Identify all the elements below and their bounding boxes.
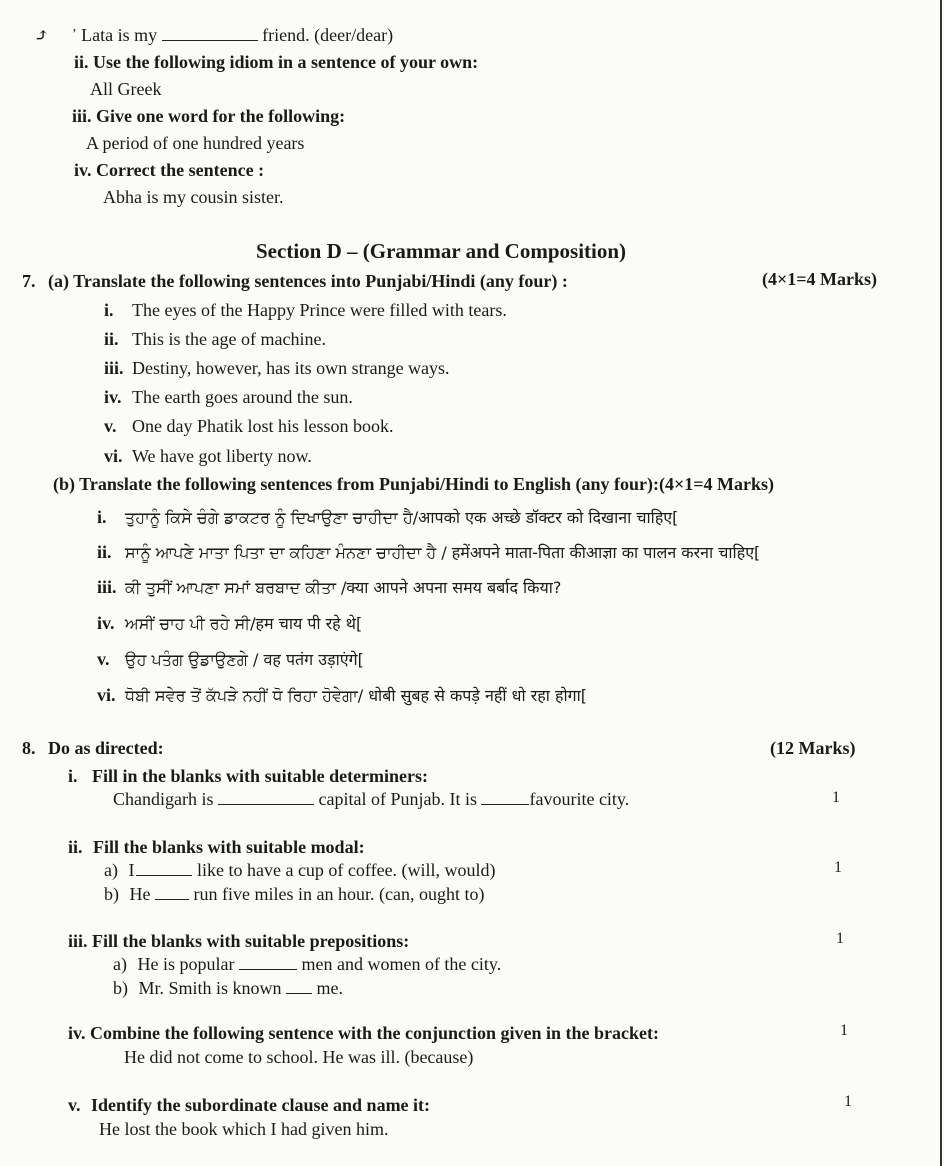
blank xyxy=(218,790,314,805)
question-text: Correct the sentence : xyxy=(96,160,265,180)
item-label: a) xyxy=(104,860,118,880)
q7b-item xyxy=(97,612,362,636)
item-label: b) xyxy=(104,884,119,904)
item-label: a) xyxy=(113,954,127,974)
sentence-part: I xyxy=(128,860,135,880)
question-number: iv. xyxy=(74,160,92,180)
question-ii xyxy=(74,51,478,73)
blank-pre-text: Lata is my xyxy=(81,25,158,45)
question-text: Use the following idiom in a sentence of your own: xyxy=(93,52,479,72)
page-edge-rule xyxy=(940,0,942,1166)
item-text: The eyes of the Happy Prince were filled with tears. xyxy=(132,300,507,320)
preposition-b xyxy=(113,977,343,999)
blank xyxy=(155,885,189,900)
clause-sentence: He lost the book which I had given him. xyxy=(99,1119,389,1139)
q7a-item xyxy=(104,386,353,408)
question-text: Combine the following sentence with the conjunction given in the bracket: xyxy=(90,1023,659,1043)
q7a-item xyxy=(104,328,326,350)
phrase-text: A period of one hundred years xyxy=(86,133,305,153)
q8-text: Do as directed: xyxy=(48,738,164,758)
item-text: ਅਸੀਂ ਚਾਹ ਪੀ ਰਹੇ ਸੀ/हम चाय पी रहे थे[ xyxy=(125,614,363,633)
q7b-item xyxy=(97,648,364,672)
sentence-part: Mr. Smith is known xyxy=(138,978,282,998)
q8-iv xyxy=(68,1022,659,1044)
question-number: v. xyxy=(68,1095,81,1115)
item-text: One day Phatik lost his lesson book. xyxy=(132,416,394,436)
item-text: We have got liberty now. xyxy=(132,446,312,466)
item-number: iv. xyxy=(104,387,122,407)
q7a-item xyxy=(104,299,507,321)
item-number: vi. xyxy=(97,685,116,705)
item-number: ii. xyxy=(97,542,112,562)
question-iv xyxy=(74,159,264,181)
item-text: The earth goes around the sun. xyxy=(132,387,353,407)
mark-value: 1 xyxy=(840,1022,848,1039)
item-number: ii. xyxy=(104,329,119,349)
question-text: Identify the subordinate clause and name it: xyxy=(91,1095,431,1115)
sentence-part: capital of Punjab. It is xyxy=(318,789,477,809)
item-text: This is the age of machine. xyxy=(132,329,326,349)
q7b-item xyxy=(97,506,678,530)
question-number: ii. xyxy=(68,837,83,857)
q8-ii xyxy=(68,836,365,858)
q8-heading xyxy=(22,737,164,759)
item-number: v. xyxy=(104,416,117,436)
q7a-item xyxy=(104,445,312,467)
question-number: 7. xyxy=(22,271,36,291)
blank-post-text: friend. (deer/dear) xyxy=(262,25,394,45)
blank xyxy=(239,955,297,970)
sentence-part: favourite city. xyxy=(529,789,630,809)
q8-i xyxy=(68,765,428,787)
item-number: v. xyxy=(97,649,110,669)
question-iii xyxy=(72,105,345,127)
q7b-item xyxy=(97,684,587,708)
q8-iii xyxy=(68,930,409,952)
question-number: ii. xyxy=(74,52,89,72)
question-text: Give one word for the following: xyxy=(96,106,346,126)
item-text: Destiny, however, has its own strange ways. xyxy=(132,358,450,378)
item-label: b) xyxy=(113,978,128,998)
sentence-part: He is popular xyxy=(137,954,235,974)
preposition-a xyxy=(113,953,501,975)
sentence-part: men and women of the city. xyxy=(301,954,502,974)
item-number: i. xyxy=(104,300,114,320)
q7a-item xyxy=(104,415,394,437)
question-text: Fill the blanks with suitable modal: xyxy=(93,837,365,857)
scribble-mark: ⤴ xyxy=(34,25,50,45)
modal-b xyxy=(104,883,484,905)
blank xyxy=(481,790,529,805)
q7b-text: (b) Translate the following sentences from Punjabi/Hindi to English (any four):(4×1=4 Marks) xyxy=(53,474,775,494)
q7a-text: (a) Translate the following sentences into Punjabi/Hindi (any four) : xyxy=(48,271,568,291)
item-number: iii. xyxy=(104,358,124,378)
sentence-part: He xyxy=(129,884,151,904)
item-text: ਕੀ ਤੁਸੀਂ ਆਪਣਾ ਸਮਾਂ ਬਰਬਾਦ ਕੀਤਾ /क्या आपने अपना समय बर्बाद किया? xyxy=(125,578,562,597)
blank xyxy=(286,979,312,994)
idiom-text: All Greek xyxy=(90,79,162,99)
mark-value: 1 xyxy=(834,859,842,876)
sentence-part: Chandigarh is xyxy=(113,789,214,809)
question-text: Fill in the blanks with suitable determiners: xyxy=(92,766,429,786)
question-number: iii. xyxy=(68,931,88,951)
item-number: i. xyxy=(97,507,107,527)
sentence-text: Abha is my cousin sister. xyxy=(103,187,284,207)
blank xyxy=(162,26,258,41)
modal-a xyxy=(104,859,496,881)
q7-heading xyxy=(22,270,568,292)
item-text: ਤੁਹਾਨੂੰ ਕਿਸੇ ਚੰਗੇ ਡਾਕਟਰ ਨੂੰ ਦਿਖਾਉਣਾ ਚਾਹੀਦਾ ਹੈ/आपको एक अच्छे डॉक्टर को दिखाना चाहिए[ xyxy=(125,508,679,527)
q7b-item xyxy=(97,576,561,600)
item-text: ਉਹ ਪਤੰਗ ਉਡਾਉਣਗੇ / वह पतंग उड़ाएंगे[ xyxy=(125,650,364,669)
question-number: iv. xyxy=(68,1023,86,1043)
mark-value: 1 xyxy=(836,930,844,947)
sentence-part: like to have a cup of coffee. (will, would) xyxy=(196,860,496,880)
mark-value: 1 xyxy=(832,789,840,806)
q7a-marks: (4×1=4 Marks) xyxy=(762,269,877,289)
question-number: i. xyxy=(68,766,78,786)
item-number: iii. xyxy=(97,577,117,597)
question-text: Fill the blanks with suitable prepositions: xyxy=(92,931,410,951)
q8-v xyxy=(68,1094,430,1116)
question-number: iii. xyxy=(72,106,92,126)
fill-blank-line: ’ Lata is my friend. (deer/dear) xyxy=(72,25,394,45)
sentence-part: run five miles in an hour. (can, ought to) xyxy=(193,884,485,904)
item-text: ਸਾਨੂੰ ਆਪਣੇ ਮਾਤਾ ਪਿਤਾ ਦਾ ਕਹਿਣਾ ਮੰਨਣਾ ਚਾਹੀਦਾ ਹੈ / हमेंअपने माता-पिता कीआज्ञा का पालन करना चाहिए[ xyxy=(125,543,761,562)
item-number: iv. xyxy=(97,613,115,633)
q7b-item xyxy=(97,541,760,565)
q7a-item xyxy=(104,357,450,379)
question-number: 8. xyxy=(22,738,36,758)
conjunction-sentence: He did not come to school. He was ill. (because) xyxy=(124,1047,474,1067)
q8-marks: (12 Marks) xyxy=(770,738,856,758)
sentence-part: me. xyxy=(316,978,344,998)
item-text: ਧੋਬੀ ਸਵੇਰ ਤੋਂ ਕੱਪੜੇ ਨਹੀਂ ਧੋ ਰਿਹਾ ਹੋਵੇਗਾ/ धोबी सुबह से कपड़े नहीं धो रहा होगा[ xyxy=(125,686,588,705)
determiner-sentence xyxy=(113,788,629,810)
blank xyxy=(136,861,192,876)
section-title: Section D – (Grammar and Composition) xyxy=(256,239,627,263)
mark-value: 1 xyxy=(844,1093,852,1110)
item-number: vi. xyxy=(104,446,123,466)
